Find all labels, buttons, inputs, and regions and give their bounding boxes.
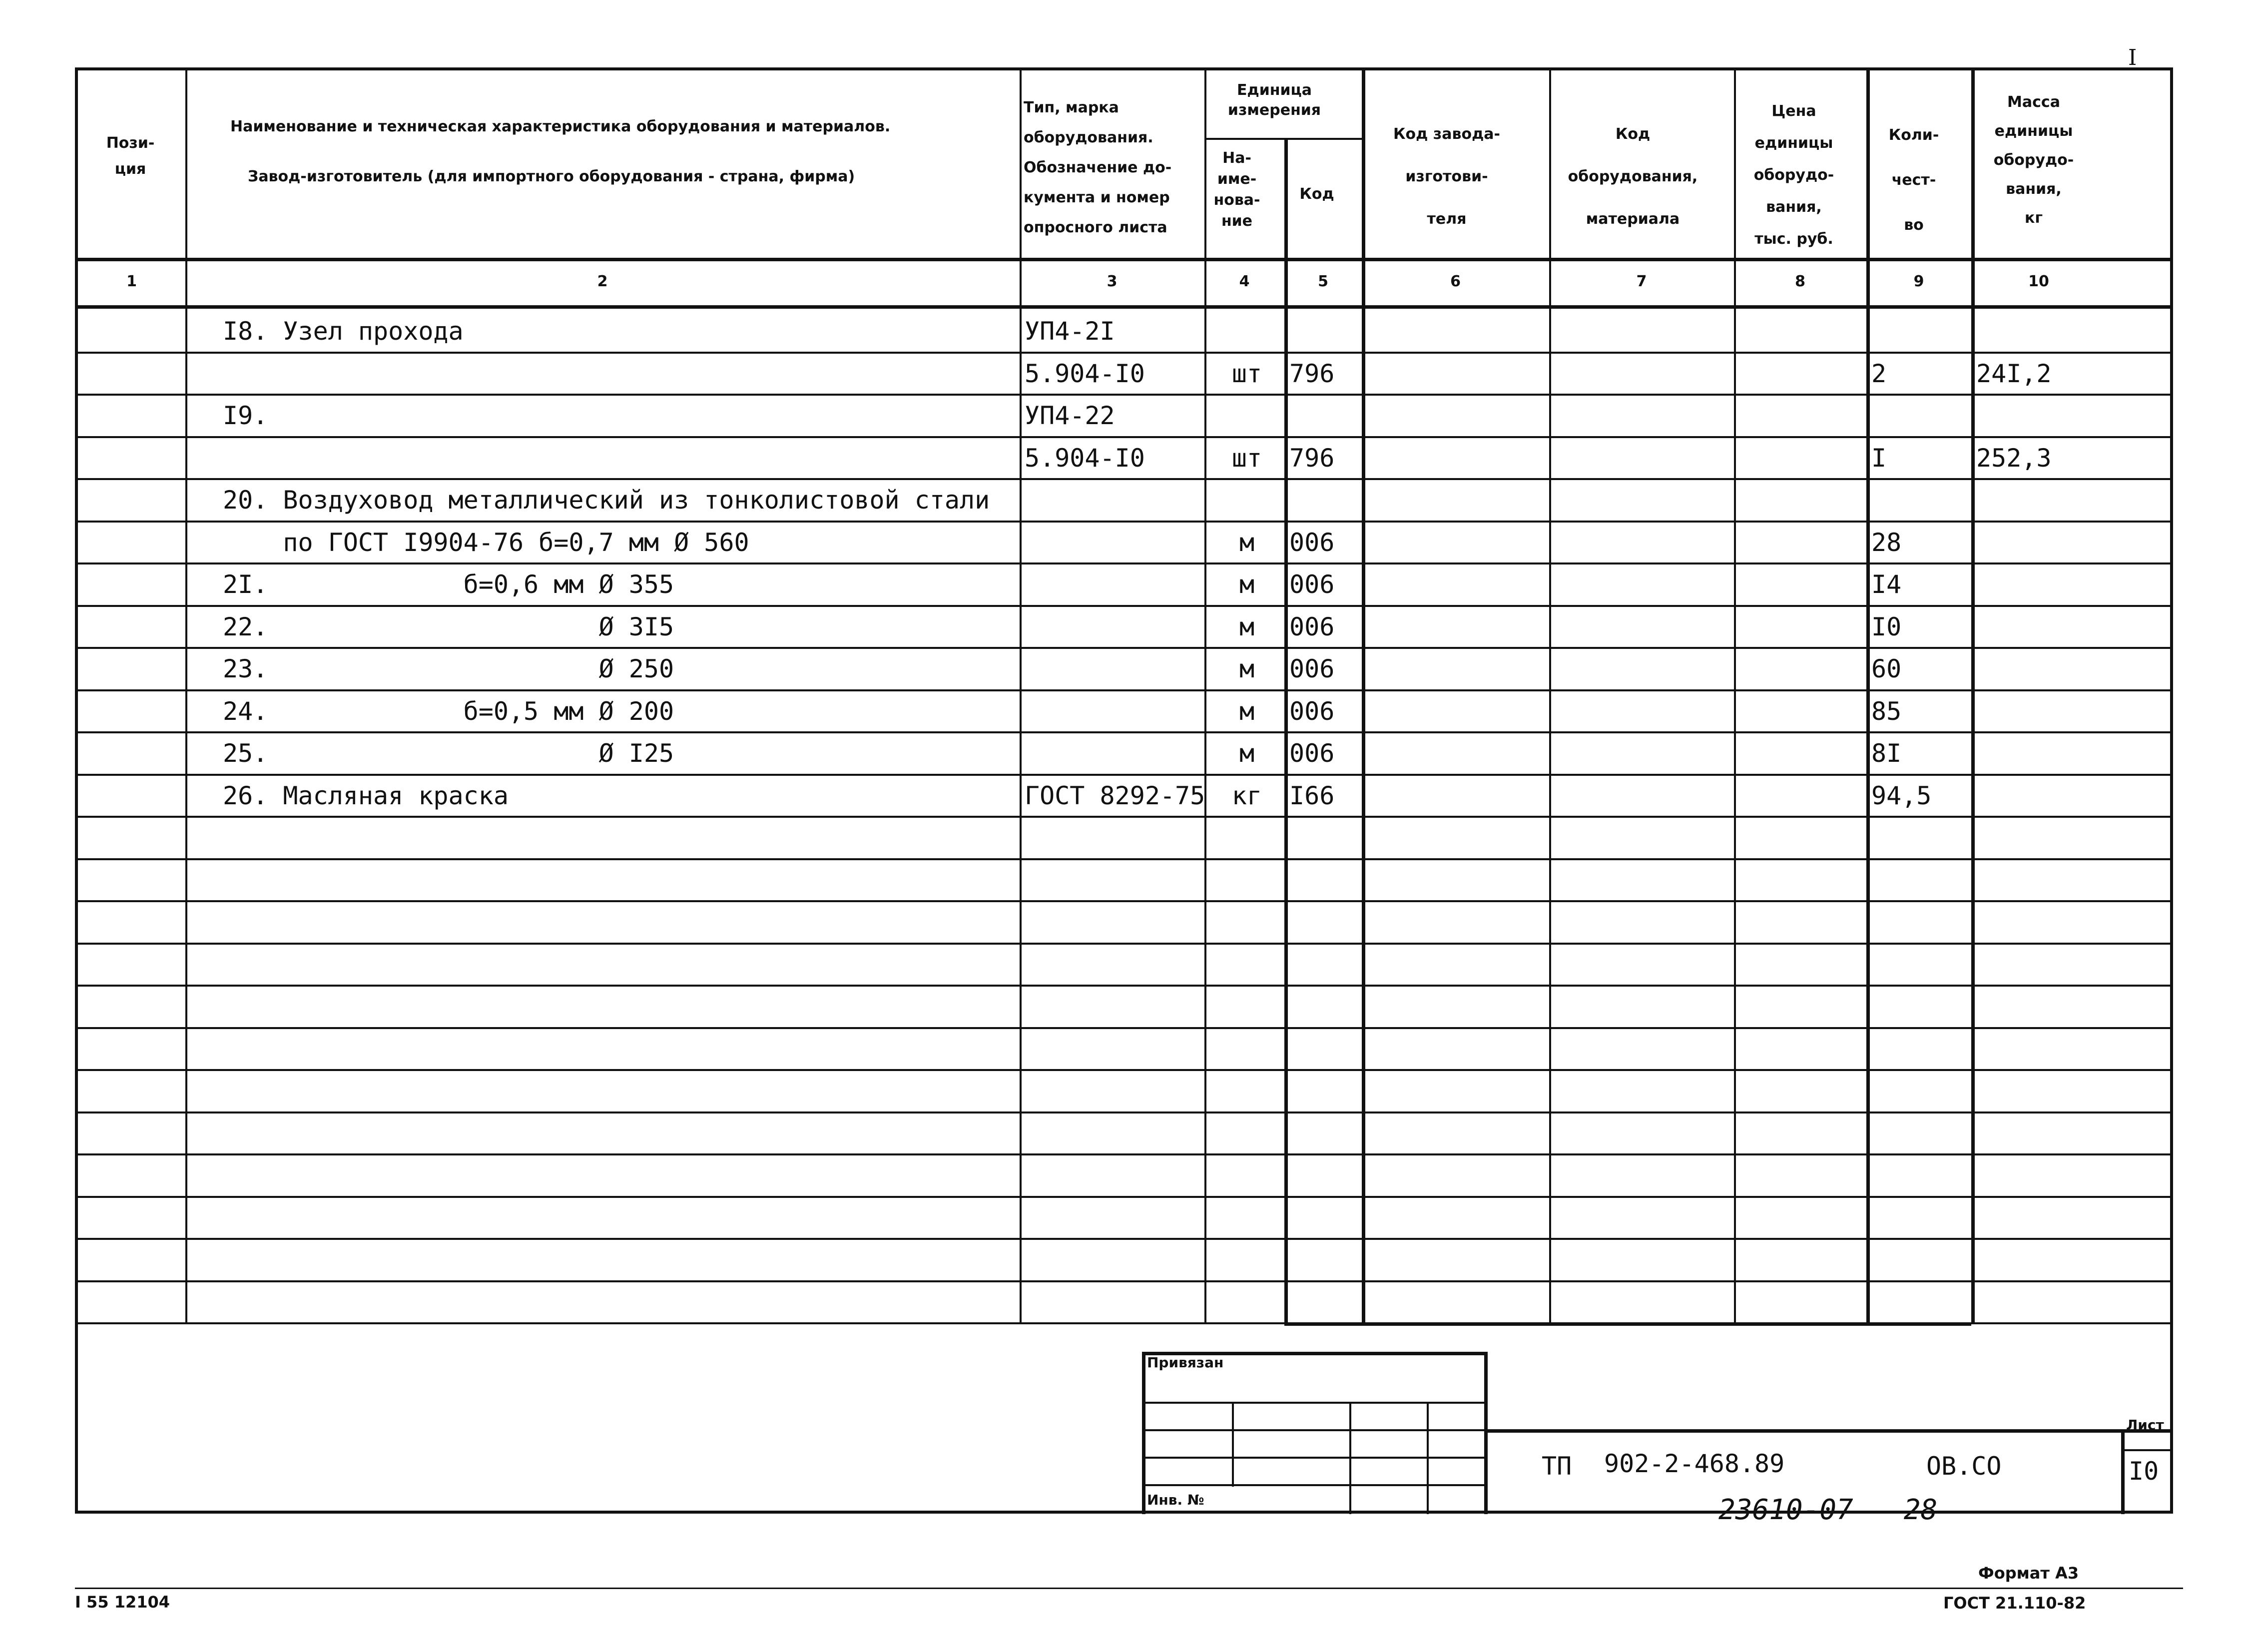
- corner-mark: I: [2128, 45, 2137, 70]
- cell-type: УП4-2I: [1025, 317, 1115, 346]
- column-line: [1204, 70, 1206, 1322]
- cell-unit: кг: [1231, 781, 1262, 810]
- header-col2-line2: Завод-изготовитель (для импортного оборудования - страна, фирма): [248, 168, 855, 185]
- cell-name: 24. б=0,5 мм Ø 200: [223, 696, 674, 726]
- header-col10: Масса единицы оборудо- вания, кг: [1993, 93, 2074, 227]
- header-col5: Код: [1299, 185, 1334, 203]
- row-line: [78, 394, 2170, 396]
- cell-name: 25. Ø I25: [223, 739, 674, 768]
- row-line: [78, 1196, 2170, 1198]
- stamp-line: [1142, 1457, 1487, 1459]
- row-line: [78, 562, 2170, 564]
- header-col3: Тип, марка оборудования. Обозначение до- кумента и номер опросного листа: [1024, 99, 1172, 236]
- cell-qty: I: [1871, 443, 1887, 473]
- cell-qty: 28: [1871, 528, 1902, 557]
- row-line: [78, 858, 2170, 860]
- cell-unit: м: [1239, 696, 1255, 726]
- row-line: [78, 478, 2170, 480]
- cell-code: I66: [1289, 781, 1335, 810]
- stamp-col: [1232, 1402, 1234, 1487]
- header-col45-group: Единица измерения: [1227, 81, 1321, 119]
- column-line: [1734, 70, 1736, 1322]
- stamp-privyazan: Привязан: [1147, 1354, 1224, 1371]
- row-line: [78, 1238, 2170, 1240]
- colnum-10: 10: [2028, 273, 2049, 290]
- header-col9: Коли- чест- во: [1888, 126, 1939, 234]
- cell-qty: 2: [1871, 359, 1887, 388]
- cell-name: по ГОСТ I9904-76 б=0,7 мм Ø 560: [223, 528, 749, 557]
- cell-name: 20. Воздуховод металлический из тонколистовой стали: [223, 486, 990, 515]
- cell-qty: 60: [1871, 654, 1902, 683]
- header-col2-line1: Наименование и техническая характеристика оборудования и материалов.: [230, 118, 891, 135]
- cell-qty: 8I: [1871, 739, 1902, 768]
- column-line: [1549, 70, 1551, 1322]
- stamp-doc-number: 902-2-468.89: [1604, 1449, 1785, 1478]
- cell-code: 796: [1289, 359, 1335, 388]
- cell-type: 5.904-I0: [1025, 359, 1145, 388]
- header-col7: Код оборудования, материала: [1568, 125, 1698, 228]
- stamp-col: [1349, 1402, 1351, 1514]
- colnum-9: 9: [1913, 273, 1924, 290]
- colnum-7: 7: [1636, 273, 1647, 290]
- row-line: [78, 1111, 2170, 1113]
- footer-format: Формат А3: [1978, 1564, 2079, 1583]
- row-line: [78, 900, 2170, 902]
- row-line: [78, 1069, 2170, 1071]
- cell-qty: 85: [1871, 696, 1902, 726]
- header-col8: Цена единицы оборудо- вания, тыс. руб.: [1753, 102, 1834, 248]
- stamp-left: [1142, 1352, 1145, 1514]
- footer-gost: ГОСТ 21.110-82: [1943, 1594, 2086, 1613]
- cell-code: 796: [1289, 443, 1335, 473]
- cell-unit: шт: [1231, 359, 1262, 388]
- unit-group-line: [1204, 138, 1362, 140]
- column-line: [1866, 70, 1870, 1322]
- stamp-line: [1142, 1402, 1487, 1404]
- cell-name: 23. Ø 250: [223, 654, 674, 683]
- row-line: [78, 436, 2170, 438]
- title-block-top: [1487, 1429, 2170, 1433]
- colnum-2: 2: [597, 273, 608, 290]
- stamp-col: [1427, 1402, 1429, 1514]
- header-col6: Код завода- изготови- теля: [1393, 125, 1500, 228]
- row-line: [78, 605, 2170, 607]
- cell-code: 006: [1289, 739, 1335, 768]
- cell-code: 006: [1289, 696, 1335, 726]
- handwritten-number: 23610-07 28: [1718, 1494, 1938, 1526]
- row-line: [78, 731, 2170, 733]
- cell-unit: м: [1239, 739, 1255, 768]
- sheet-box-left: [2121, 1429, 2125, 1514]
- cell-name: 2I. б=0,6 мм Ø 355: [223, 570, 674, 599]
- row-line: [78, 521, 2170, 523]
- stamp-doc-prefix: ТП: [1542, 1452, 1572, 1481]
- cell-qty: 94,5: [1871, 781, 1932, 810]
- colnum-6: 6: [1450, 273, 1461, 290]
- row-line: [78, 943, 2170, 945]
- footer-rule: [75, 1588, 2183, 1589]
- cell-unit: м: [1239, 528, 1255, 557]
- sheet-label-line: [2121, 1449, 2171, 1451]
- cell-type: УП4-22: [1025, 401, 1115, 430]
- cell-type: 5.904-I0: [1025, 443, 1145, 473]
- cell-code: 006: [1289, 612, 1335, 641]
- row-line: [78, 1280, 2170, 1282]
- specification-sheet: [75, 67, 2173, 1514]
- stamp-line: [1142, 1429, 1487, 1431]
- row-line: [78, 352, 2170, 354]
- colnum-4: 4: [1239, 273, 1250, 290]
- cell-name: I8. Узел прохода: [223, 317, 464, 346]
- stamp-sheet-label: Лист: [2126, 1417, 2164, 1433]
- row-line: [78, 816, 2170, 818]
- cell-name: I9.: [223, 401, 268, 430]
- cell-code: 006: [1289, 570, 1335, 599]
- column-number-line: [78, 305, 2170, 309]
- column-line: [1284, 138, 1288, 1322]
- cell-code: 006: [1289, 528, 1335, 557]
- cell-code: 006: [1289, 654, 1335, 683]
- row-line: [78, 689, 2170, 691]
- cell-mass: 24I,2: [1976, 359, 2052, 388]
- cell-unit: м: [1239, 612, 1255, 641]
- header-bottom-line: [78, 258, 2170, 261]
- cell-name: 26. Масляная краска: [223, 781, 509, 810]
- stamp-right: [1484, 1352, 1488, 1514]
- stamp-doc-suffix: ОВ.СО: [1926, 1452, 2002, 1481]
- stamp-sheet-number: I0: [2129, 1457, 2159, 1486]
- colnum-1: 1: [126, 273, 137, 290]
- column-line: [1971, 70, 1975, 1322]
- cell-qty: I0: [1871, 612, 1902, 641]
- header-col1: Пози- ция: [106, 134, 155, 178]
- cell-type: ГОСТ 8292-75: [1025, 781, 1205, 810]
- stamp-line: [1142, 1484, 1487, 1486]
- column-line: [185, 70, 187, 1322]
- cell-qty: I4: [1871, 570, 1902, 599]
- cell-unit: м: [1239, 570, 1255, 599]
- colnum-8: 8: [1795, 273, 1805, 290]
- row-line: [78, 647, 2170, 649]
- row-line: [78, 1153, 2170, 1155]
- footer-left-code: I 55 12104: [75, 1593, 170, 1612]
- row-line: [78, 985, 2170, 987]
- row-line: [78, 1027, 2170, 1029]
- colnum-3: 3: [1107, 273, 1118, 290]
- cell-unit: м: [1239, 654, 1255, 683]
- row-line: [78, 774, 2170, 776]
- cell-mass: 252,3: [1976, 443, 2052, 473]
- column-line: [1020, 70, 1022, 1322]
- colnum-5: 5: [1318, 273, 1328, 290]
- cell-unit: шт: [1231, 443, 1262, 473]
- table-bottom-line: [1284, 1322, 1971, 1326]
- header-col4: На- име- нова- ние: [1213, 149, 1260, 230]
- cell-name: 22. Ø 3I5: [223, 612, 674, 641]
- stamp-inv-no: Инв. №: [1147, 1492, 1204, 1508]
